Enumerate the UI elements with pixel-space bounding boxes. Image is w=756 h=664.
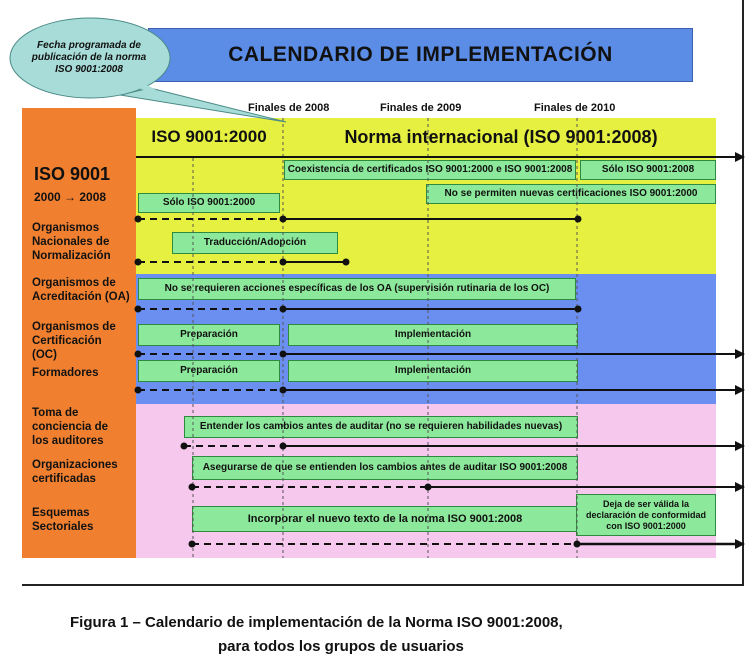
left-subtitle: 2000 → 2008 xyxy=(34,190,107,204)
callout-line-2: publicación de la norma xyxy=(31,52,147,63)
box-no-nuevas: No se permiten nuevas certificaciones ISO 9001:2000 xyxy=(426,184,716,204)
diamond-acreditacion-c xyxy=(575,306,582,313)
diamond-auditores-b xyxy=(280,443,287,450)
header-iso-2000: ISO 9001:2000 xyxy=(151,127,267,146)
box-solo-2008: Sólo ISO 9001:2008 xyxy=(580,160,716,180)
row-label-auditores: Toma de conciencia de los auditores xyxy=(32,407,109,447)
milestone-2010: Finales de 2010 xyxy=(534,102,616,114)
figure-caption-line-2: para todos los grupos de usuarios xyxy=(218,638,464,655)
box-coexistencia: Coexistencia de certificados ISO 9001:2000 e ISO 9001:2008 xyxy=(284,160,576,180)
row-label-formadores: Formadores xyxy=(32,367,99,379)
chart-title: CALENDARIO DE IMPLEMENTACIÓN xyxy=(148,28,693,82)
box-form-preparacion: Preparación xyxy=(138,360,280,382)
callout-text xyxy=(18,40,160,76)
header-norma-internacional: Norma internacional (ISO 9001:2008) xyxy=(344,126,658,147)
box-esquemas-incorporar: Incorporar el nuevo texto de la norma ISO 9001:2008 xyxy=(192,506,578,532)
box-traduccion: Traducción/Adopción xyxy=(172,232,338,254)
box-form-implementacion: Implementación xyxy=(288,360,578,382)
box-esquemas-deja: Deja de ser válida la declaración de conformidad con ISO 9001:2000 xyxy=(576,494,716,536)
diamond-organizaciones-a xyxy=(189,484,196,491)
figure-caption-line-1: Figura 1 – Calendario de implementación de la Norma ISO 9001:2008, xyxy=(70,614,563,631)
diamond-normalizacion-1c xyxy=(575,216,582,223)
diamond-esquemas-a xyxy=(189,541,196,548)
box-solo-2000: Sólo ISO 9001:2000 xyxy=(138,193,280,213)
box-organizaciones-asegurar: Asegurarse de que se entienden los cambios antes de auditar ISO 9001:2008 xyxy=(192,456,578,480)
diamond-normalizacion-2c xyxy=(343,259,350,266)
callout-line-1: Fecha programada de xyxy=(37,40,141,51)
diamond-certificacion-b xyxy=(280,351,287,358)
callout-line-3: ISO 9001:2008 xyxy=(55,64,123,75)
diamond-normalizacion-1a xyxy=(135,216,142,223)
diamond-esquemas-b xyxy=(574,541,581,548)
diamond-organizaciones-b xyxy=(425,484,432,491)
milestone-2008: Finales de 2008 xyxy=(248,102,330,114)
left-title: ISO 9001 xyxy=(34,164,111,184)
diamond-normalizacion-2b xyxy=(280,259,287,266)
diamond-acreditacion-b xyxy=(280,306,287,313)
row-label-esquemas: Esquemas Sectoriales xyxy=(32,507,94,533)
row-label-normalizacion: Organismos Nacionales de Normalización xyxy=(32,222,111,262)
milestone-2009: Finales de 2009 xyxy=(380,102,462,114)
row-label-acreditacion: Organismos de Acreditación (OA) xyxy=(32,277,130,303)
row-label-organizaciones: Organizaciones certificadas xyxy=(32,459,118,485)
box-oa-acciones: No se requieren acciones específicas de los OA (supervisión rutinaria de los OC) xyxy=(138,278,576,300)
box-auditores-entender: Entender los cambios antes de auditar (no se requieren habilidades nuevas) xyxy=(184,416,578,438)
row-label-certificacion: Organismos de Certificación (OC) xyxy=(32,321,116,361)
box-oc-implementacion: Implementación xyxy=(288,324,578,346)
diamond-formadores-a xyxy=(135,387,142,394)
diamond-formadores-b xyxy=(280,387,287,394)
diamond-normalizacion-2a xyxy=(135,259,142,266)
diamond-normalizacion-1b xyxy=(280,216,287,223)
diamond-certificacion-a xyxy=(135,351,142,358)
diamond-auditores-a xyxy=(181,443,188,450)
box-oc-preparacion: Preparación xyxy=(138,324,280,346)
diamond-acreditacion-a xyxy=(135,306,142,313)
